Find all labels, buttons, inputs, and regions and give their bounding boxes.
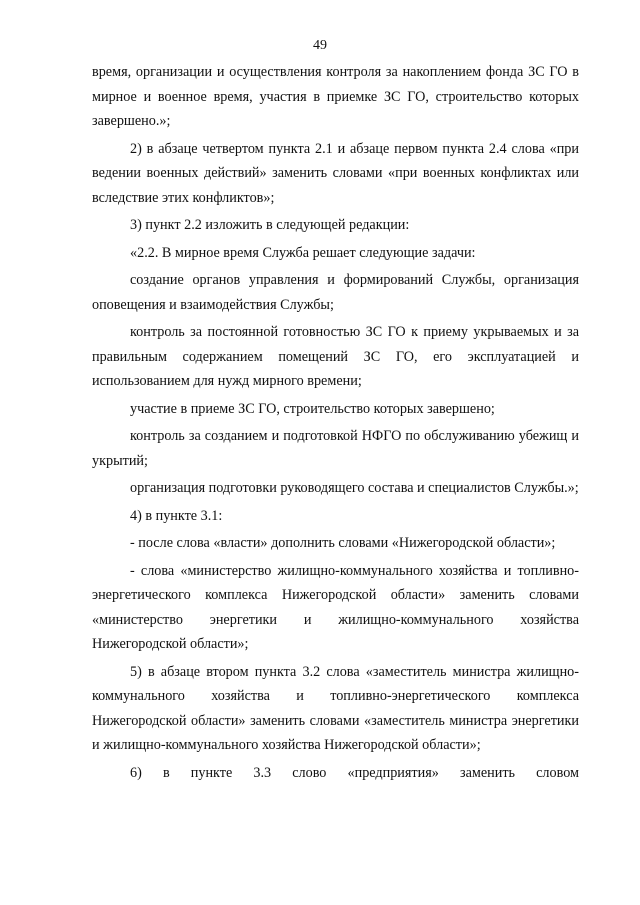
paragraph-13: 5) в абзаце втором пункта 3.2 слова «заместитель министра жилищно-коммунального хозяйства и топливно-энергетического комплекса Нижегородской области» заменить словами «заместитель министра энергетики и жилищно-коммунального хозяйства Нижегородской области»; bbox=[92, 663, 579, 753]
paragraph-10: 4) в пункте 3.1: bbox=[130, 507, 223, 524]
paragraph-14: 6) в пункте 3.3 слово «предприятия» заменить словом bbox=[130, 764, 579, 781]
paragraph-9: организация подготовки руководящего состава и специалистов Службы.»; bbox=[130, 480, 579, 496]
document-body bbox=[92, 60, 579, 788]
paragraph-11: - после слова «власти» дополнить словами «Нижегородской области»; bbox=[130, 535, 556, 551]
paragraph-8: контроль за созданием и подготовкой НФГО по обслуживанию убежищ и укрытий; bbox=[92, 428, 579, 469]
paragraph-12: - слова «министерство жилищно-коммунального хозяйства и топливно-энергетического комплекса Нижегородской области» заменить словами «министерство энергетики и жилищно-коммунального хозяйства Нижегородской области»; bbox=[92, 562, 579, 652]
paragraph-2: 2) в абзаце четвертом пункта 2.1 и абзаце первом пункта 2.4 слова «при ведении военных действий» заменить словами «при военных конфликтах или вследствие этих конфликтов»; bbox=[92, 140, 579, 206]
paragraph-6: контроль за постоянной готовностью ЗС ГО к приему укрываемых и за правильным содержанием помещений ЗС ГО, его эксплуатацией и использованием для нужд мирного времени; bbox=[92, 324, 579, 389]
paragraph-7: участие в приеме ЗС ГО, строительство которых завершено; bbox=[130, 400, 495, 417]
paragraph-4: «2.2. В мирное время Служба решает следующие задачи: bbox=[130, 244, 476, 261]
page-number: 49 bbox=[313, 38, 327, 53]
paragraph-1: время, организации и осуществления контроля за накоплением фонда ЗС ГО в мирное и военное время, участия в приемке ЗС ГО, строительство которых завершено.»; bbox=[92, 64, 579, 129]
paragraph-5: создание органов управления и формирований Службы, организация оповещения и взаимодействия Службы; bbox=[92, 272, 579, 313]
paragraph-3: 3) пункт 2.2 изложить в следующей редакции: bbox=[130, 217, 410, 233]
